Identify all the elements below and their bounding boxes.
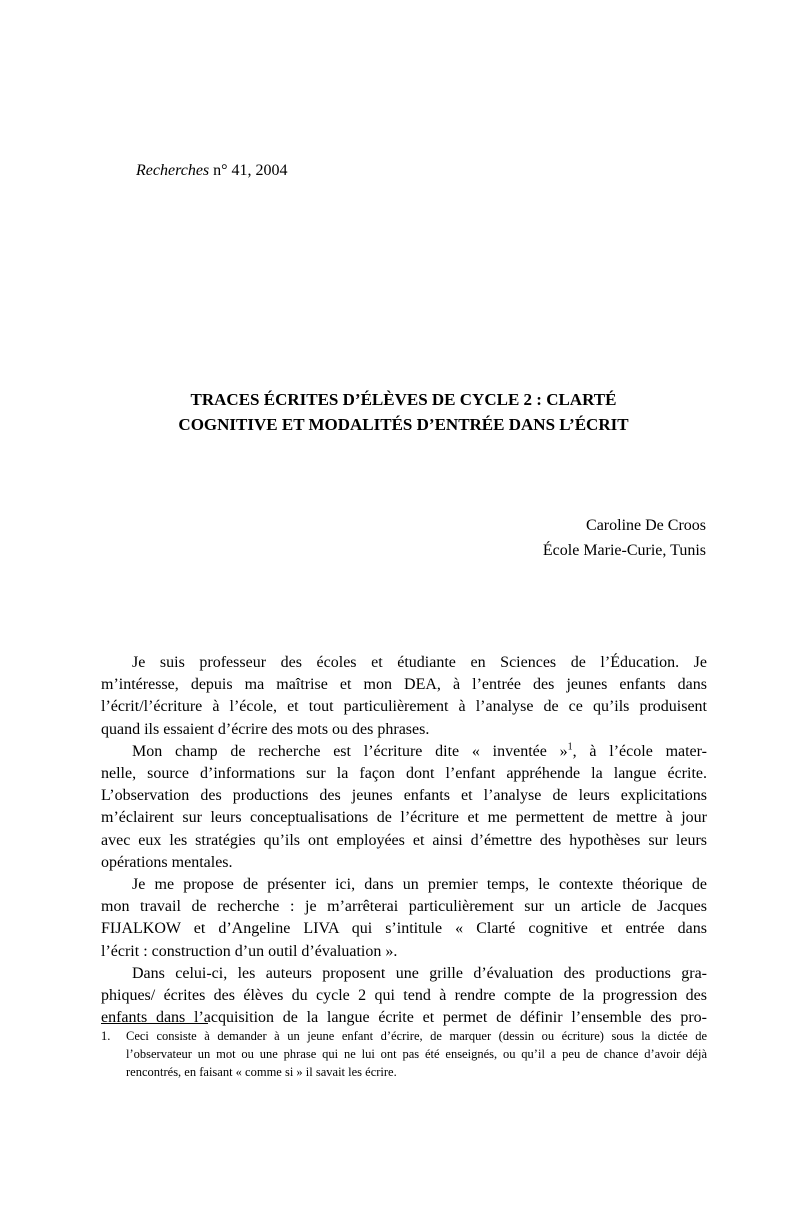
- text-fragment: Mon champ de recherche est l’écriture dite « inventée »: [132, 742, 568, 760]
- footnote-number: 1.: [101, 1029, 111, 1043]
- body-text: [101, 652, 707, 1029]
- author-affiliation: École Marie-Curie, Tunis: [542, 542, 706, 559]
- text-line: FIJALKOW et d’Angeline LIVA qui s’intitule « Clarté cognitive et entrée dans: [101, 920, 707, 938]
- author-name: Caroline De Croos: [586, 517, 706, 534]
- footnote-line: l’observateur un mot ou une phrase qui ne lui ont pas été enseignés, ou qu’il a peu de chance d’avoir déjà: [126, 1047, 707, 1061]
- text-line: avec eux les stratégies qu’ils ont employées et ainsi d’émettre des hypothèses sur leurs: [101, 831, 707, 849]
- running-header: [136, 162, 288, 180]
- text-line: Je suis professeur des écoles et étudiante en Sciences de l’Éducation. Je: [132, 654, 707, 671]
- text-line: phiques/ écrites des élèves du cycle 2 qui tend à rendre compte de la progression des: [101, 987, 707, 1005]
- text-line: m’intéresse, depuis ma maîtrise et mon DEA, à l’entrée des jeunes enfants dans: [101, 676, 707, 694]
- footnote-separator: [101, 1023, 208, 1024]
- text-line: l’écrit/l’écriture à l’école, et tout particulièrement à l’analyse de ce qu’ils produisent: [101, 698, 707, 716]
- text-line: enfants dans l’acquisition de la langue écrite et permet de définir l’ensemble des pro-: [101, 1009, 707, 1027]
- text-line: nelle, source d’informations sur la façon dont l’enfant appréhende la langue écrite.: [101, 765, 707, 783]
- issue-info: n° 41, 2004: [209, 162, 288, 179]
- text-line: m’éclairent sur leurs conceptualisations de l’écriture et me permettent de mettre à jour: [101, 809, 707, 827]
- footnote-body: [126, 1027, 707, 1081]
- footnote-reference: 1: [567, 741, 573, 753]
- footnote: [101, 1027, 707, 1081]
- text-line: Je me propose de présenter ici, dans un premier temps, le contexte théorique de: [132, 876, 707, 894]
- title-line-1: TRACES ÉCRITES D’ÉLÈVES DE CYCLE 2 : CLARTÉ: [190, 390, 617, 409]
- text-line: quand ils essaient d’écrire des mots ou des phrases.: [101, 720, 430, 738]
- text-line: l’écrit : construction d’un outil d’évaluation ».: [101, 942, 398, 960]
- footnote-line: Ceci consiste à demander à un jeune enfant d’écrire, de marquer (dessin ou écriture) sous la dictée de: [126, 1029, 707, 1043]
- article-title: [100, 387, 707, 437]
- text-line: Dans celui-ci, les auteurs proposent une grille d’évaluation des productions gra-: [132, 964, 707, 982]
- text-line-with-note: [101, 741, 707, 763]
- text-line: opérations mentales.: [101, 853, 233, 871]
- text-line: mon travail de recherche : je m’arrêterai particulièrement sur un article de Jacques: [101, 898, 707, 916]
- author-block: [543, 513, 706, 563]
- text-fragment: , à l’école mater-: [572, 742, 707, 760]
- journal-name: Recherches: [136, 162, 210, 179]
- title-line-2: COGNITIVE ET MODALITÉS D’ENTRÉE DANS L’ÉCRIT: [178, 415, 629, 434]
- text-line: L’observation des productions des jeunes enfants et l’analyse de leurs explicitations: [101, 787, 707, 805]
- footnote-line: rencontrés, en faisant « comme si » il savait les écrire.: [126, 1065, 397, 1079]
